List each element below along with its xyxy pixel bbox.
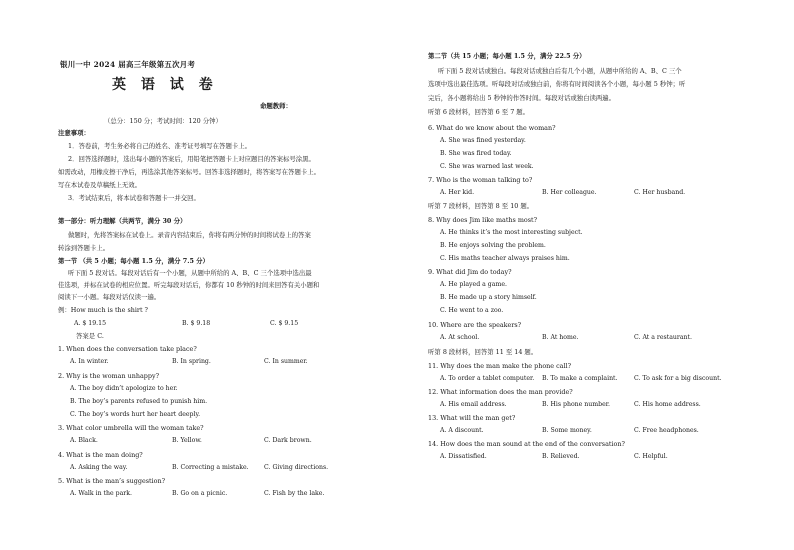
question-9: 9. What did Jim do today? (428, 268, 512, 276)
q5-option-a: A. Walk in the park. (70, 490, 132, 497)
section1-intro-2: 佳选项，并标在试卷的相应位置。听完每段对话后，你都有 10 秒钟的时间来回答有关小题和 (58, 281, 320, 289)
question-7: 7. Who is the woman talking to? (428, 176, 533, 184)
section2-intro-2: 选项中选出最佳选项。听每段对话或独白前，你将有时间阅读各个小题，每小题 5 秒钟；听 (428, 80, 686, 88)
q8-option-b: B. He enjoys solving the problem. (440, 242, 546, 249)
notes-heading: 注意事项： (58, 129, 90, 137)
q3-option-a: A. Black. (70, 437, 98, 444)
part1-intro-1: 做题时，先将答案标在试卷上。录音内容结束后，你将有两分钟的时间将试卷上的答案 (68, 231, 311, 239)
q6-option-b: B. She was fired today. (440, 150, 512, 157)
q5-option-b: B. Go on a picnic. (172, 490, 228, 497)
note-2-line-1: 2．回答选择题时，选出每小题的答案后，用铅笔把答题卡上对应题目的答案标号涂黑。 (68, 155, 315, 163)
q4-option-b: B. Correcting a mistake. (172, 464, 249, 471)
q7-option-c: C. Her husband. (634, 189, 686, 196)
section2-intro-3: 完后，各小题将给出 5 秒钟的作答时间。每段对话或独白读两遍。 (428, 94, 616, 102)
q7-option-a: A. Her kid. (440, 189, 475, 196)
example-answer: 答案是 C. (76, 332, 104, 340)
note-2-line-3: 写在本试卷及草稿纸上无效。 (58, 181, 142, 189)
q10-option-a: A. At school. (440, 334, 480, 341)
q13-option-b: B. Some money. (542, 427, 592, 434)
q4-option-c: C. Giving directions. (264, 464, 329, 471)
author-label: 命题教师： (260, 102, 292, 110)
q9-option-a: A. He played a game. (440, 281, 507, 288)
q12-option-c: C. His home address. (634, 401, 701, 408)
question-1: 1. When does the conversation take place? (58, 345, 197, 353)
q8-option-a: A. He thinks it’s the most interesting subject. (440, 229, 583, 236)
example-option-b: B. $ 9.18 (182, 320, 211, 327)
q11-option-a: A. To order a tablet computer. (440, 375, 535, 382)
q6-option-c: C. She was warned last week. (440, 163, 534, 170)
q10-option-c: C. At a restaurant. (634, 334, 692, 341)
part1-intro-2: 转涂到答题卡上。 (58, 244, 110, 252)
q1-option-c: C. In summer. (264, 358, 308, 365)
q11-option-b: B. To make a complaint. (542, 375, 618, 382)
section1-heading: 第一节 （共 5 小题；每小题 1.5 分，满分 7.5 分） (58, 257, 209, 265)
note-2-line-2: 如需改动，用橡皮擦干净后，再选涂其他答案标号。回答非选择题时，将答案写在答题卡上。 (58, 168, 321, 176)
question-5: 5. What is the man’s suggestion? (58, 477, 166, 485)
q2-option-c: C. The boy’s words hurt her heart deeply. (70, 411, 201, 418)
question-13: 13. What will the man get? (428, 414, 516, 422)
q5-option-c: C. Fish by the lake. (264, 490, 325, 497)
q10-option-b: B. At home. (542, 334, 579, 341)
q12-option-a: A. His email address. (440, 401, 507, 408)
note-3: 3．考试结束后，将本试卷和答题卡一并交回。 (68, 194, 200, 202)
section2-intro-1: 听下面 5 段对话或独白。每段对话或独白后有几个小题，从题中所给的 A、B、C 三个 (438, 67, 682, 75)
dialogue-8-intro: 听第 8 段材料，回答第 11 至 14 题。 (428, 348, 538, 356)
section1-intro-1: 听下面 5 段对话。每段对话后有一个小题，从题中所给的 A、B、C 三个选项中选出最 (68, 269, 312, 277)
q13-option-a: A. A discount. (440, 427, 484, 434)
score-time-line: （总分：150 分；考试时间：120 分钟） (104, 117, 222, 125)
q2-option-b: B. The boy’s parents refused to punish him. (70, 398, 208, 405)
q14-option-a: A. Dissatisfied. (440, 453, 487, 460)
q13-option-c: C. Free headphones. (634, 427, 699, 434)
q3-option-c: C. Dark brown. (264, 437, 312, 444)
example-question: 例：How much is the shirt ? (58, 306, 148, 314)
q2-option-a: A. The boy didn’t apologize to her. (70, 385, 178, 392)
q11-option-c: C. To ask for a big discount. (634, 375, 722, 382)
q3-option-b: B. Yellow. (172, 437, 202, 444)
q12-option-b: B. His phone number. (542, 401, 610, 408)
section1-intro-3: 阅读下一小题。每段对话仅读一遍。 (58, 293, 161, 301)
example-option-c: C. $ 9.15 (270, 320, 299, 327)
question-3: 3. What color umbrella will the woman take? (58, 424, 204, 432)
exam-title: 英 语 试 卷 (112, 77, 218, 93)
section2-heading: 第二节（共 15 小题；每小题 1.5 分，满分 22.5 分） (428, 52, 586, 60)
q4-option-a: A. Asking the way. (70, 464, 128, 471)
example-option-a: A. $ 19.15 (74, 320, 107, 327)
question-6: 6. What do we know about the woman? (428, 124, 556, 132)
q1-option-b: B. In spring. (172, 358, 211, 365)
q14-option-b: B. Relieved. (542, 453, 580, 460)
q8-option-c: C. His maths teacher always praises him. (440, 255, 570, 262)
exam-school-line: 银川一中 2024 届高三年级第五次月考 (60, 60, 196, 69)
dialogue-7-intro: 听第 7 段材料，回答第 8 至 10 题。 (428, 202, 534, 210)
q6-option-a: A. She was fined yesterday. (440, 137, 526, 144)
note-1: 1．答卷前，考生务必将自己的姓名、准考证号填写在答题卡上。 (68, 142, 252, 150)
question-8: 8. Why does Jim like maths most? (428, 216, 538, 224)
question-2: 2. Why is the woman unhappy? (58, 372, 160, 380)
dialogue-6-intro: 听第 6 段材料，回答第 6 至 7 题。 (428, 108, 530, 116)
question-12: 12. What information does the man provide? (428, 388, 573, 396)
part1-heading: 第一部分：听力理解（共两节，满分 30 分） (58, 217, 187, 225)
question-14: 14. How does the man sound at the end of the conversation? (428, 440, 625, 448)
question-11: 11. Why does the man make the phone call? (428, 362, 572, 370)
q9-option-c: C. He went to a zoo. (440, 307, 504, 314)
q14-option-c: C. Helpful. (634, 453, 668, 460)
q7-option-b: B. Her colleague. (542, 189, 597, 196)
question-10: 10. Where are the speakers? (428, 321, 522, 329)
q1-option-a: A. In winter. (70, 358, 109, 365)
q9-option-b: B. He made up a story himself. (440, 294, 537, 301)
question-4: 4. What is the man doing? (58, 451, 143, 459)
